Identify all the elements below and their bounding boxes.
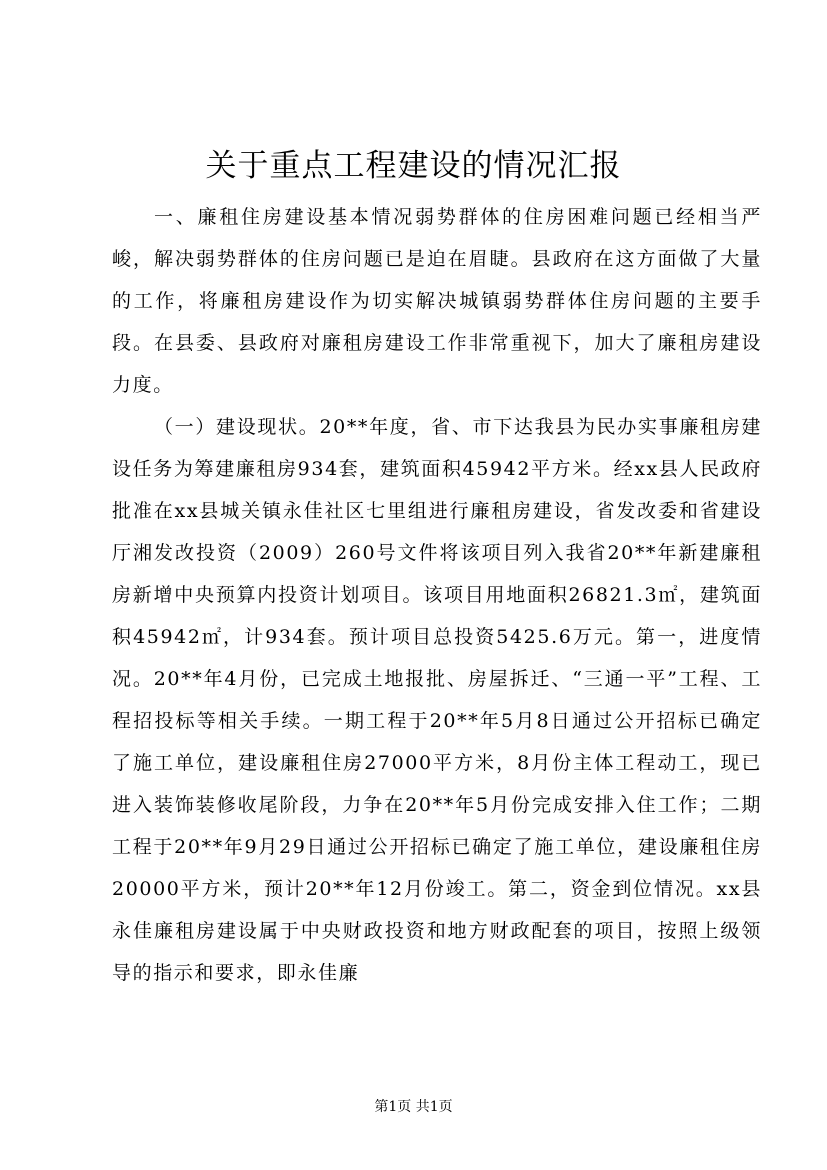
paragraph-1: 一、廉租住房建设基本情况弱势群体的住房困难问题已经相当严峻，解决弱势群体的住房问题已是迫在眉睫。县政府在这方面做了大量的工作，将廉租房建设作为切实解决城镇弱势群体住房问题的主要手段。在县委、县政府对廉租房建设工作非常重视下，加大了廉租房建设力度。: [112, 206, 762, 396]
paragraph-2: （一）建设现状。20**年度，省、市下达我县为民办实事廉租房建设任务为筹建廉租房934套，建筑面积45942平方米。经xx县人民政府批准在xx县城关镇永佳社区七里组进行廉租房建设，省发改委和省建设厅湘发改投资（2009）260号文件将该项目列入我省20**年新建廉租房新增中央预算内投资计划项目。该项目用地面积26821.3㎡，建筑面积45942㎡，计934套。预计项目总投资5425.6万元。第一，进度情况。20**年4月份，已完成土地报批、房屋拆迁、“三通一平”工程、工程招投标等相关手续。一期工程于20**年5月8日通过公开招标已确定了施工单位，建设廉租住房27000平方米，8月份主体工程动工，现已进入装饰装修收尾阶段，力争在20**年5月份完成安排入住工作；二期工程于20**年9月29日通过公开招标已确定了施工单位，建设廉租住房20000平方米，预计20**年12月份竣工。第二，资金到位情况。xx县永佳廉租房建设属于中央财政投资和地方财政配套的项目，按照上级领导的指示和要求，即永佳廉: [112, 416, 762, 984]
document-body: [112, 196, 762, 994]
page-footer: 第1页 共1页: [374, 1099, 453, 1115]
document-title: 关于重点工程建设的情况汇报: [205, 148, 622, 184]
